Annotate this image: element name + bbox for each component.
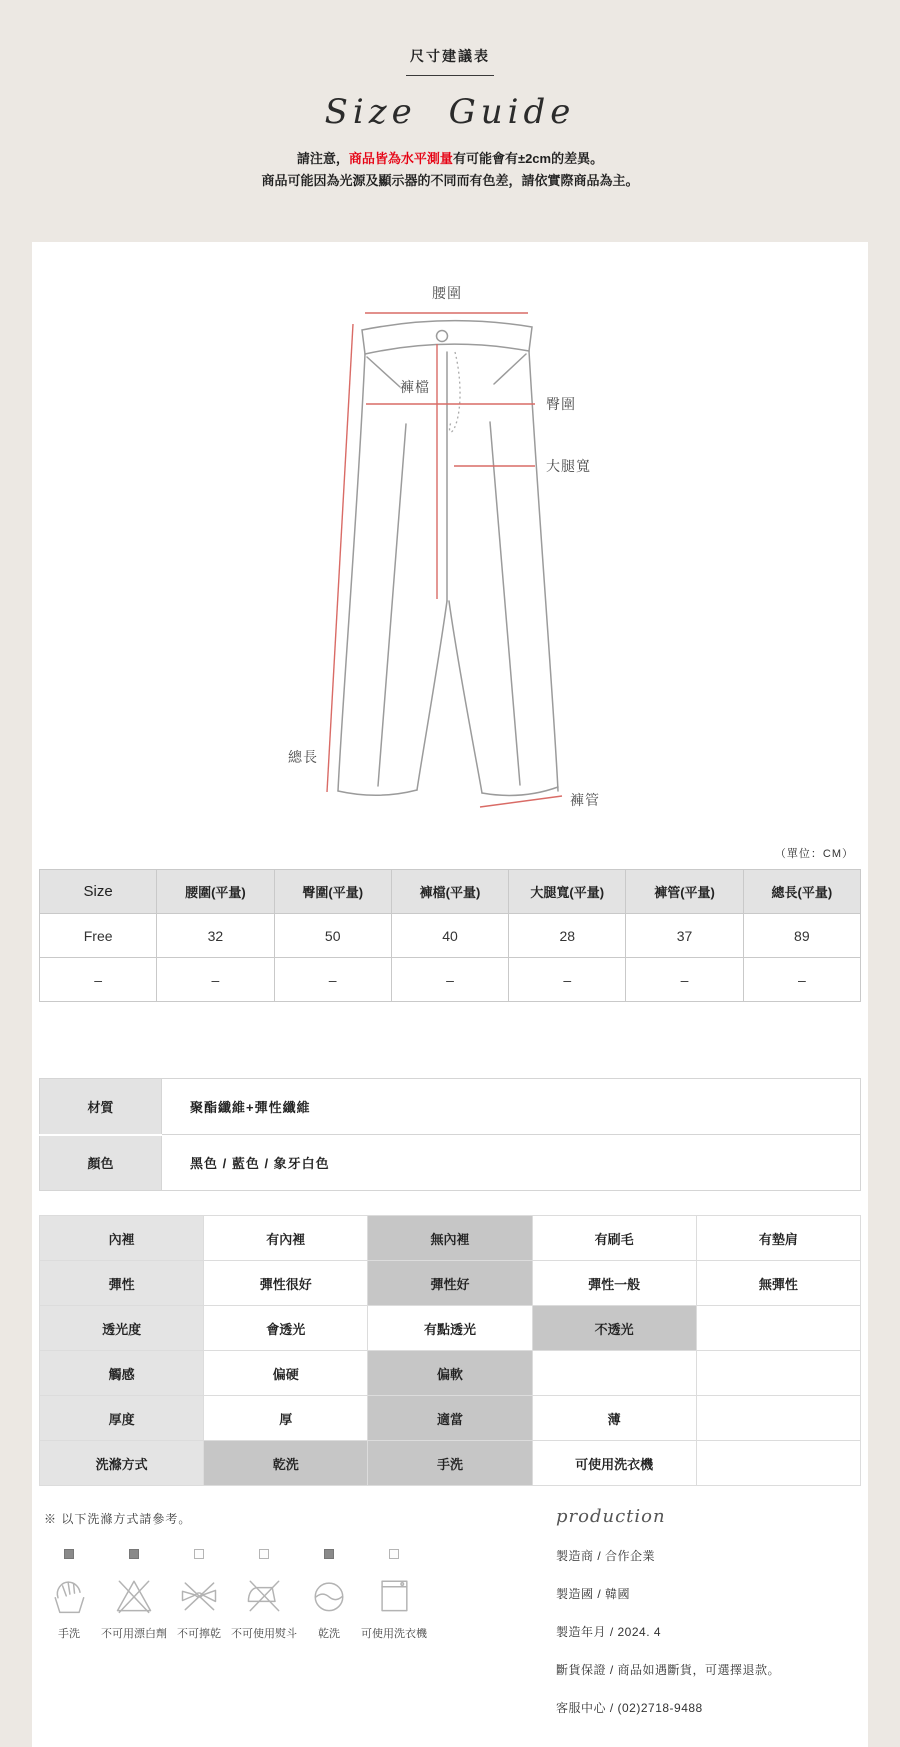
property-grid	[39, 1215, 861, 1486]
size-cell: –	[626, 958, 743, 1002]
size-col-header: Size	[40, 870, 157, 914]
property-option: 彈性好	[368, 1261, 532, 1306]
waist-label: 腰圍	[432, 285, 462, 302]
property-option	[696, 1441, 860, 1486]
property-option: 無內裡	[368, 1216, 532, 1261]
production-country: 製造國 / 韓國	[556, 1587, 631, 1602]
size-cell: 50	[274, 914, 391, 958]
property-option: 適當	[368, 1396, 532, 1441]
property-row-label: 彈性	[40, 1261, 204, 1306]
material-color-table	[39, 1078, 861, 1191]
property-option: 無彈性	[696, 1261, 860, 1306]
thigh-label: 大腿寬	[546, 458, 591, 475]
content-card	[32, 242, 868, 1747]
care-item-no-wring	[172, 1549, 226, 1641]
property-option: 有墊肩	[696, 1216, 860, 1261]
property-row-thickness	[40, 1396, 861, 1441]
property-row-label: 洗滌方式	[40, 1441, 204, 1486]
checkbox	[129, 1549, 139, 1559]
care-label: 可使用洗衣機	[361, 1628, 427, 1641]
size-cell: 28	[509, 914, 626, 958]
size-cell: –	[743, 958, 860, 1002]
care-item-machine-wash	[356, 1549, 432, 1641]
property-option: 厚	[204, 1396, 368, 1441]
property-option: 乾洗	[204, 1441, 368, 1486]
notice-line-2: 商品可能因為光源及顯示器的不同而有色差，請依實際商品為主。	[261, 173, 639, 189]
property-row-elasticity	[40, 1261, 861, 1306]
care-items	[42, 1549, 494, 1641]
property-option: 手洗	[368, 1441, 532, 1486]
waist-col-header: 腰圍(平量)	[157, 870, 274, 914]
care-label: 不可用漂白劑	[101, 1628, 167, 1641]
property-row-lining	[40, 1216, 861, 1261]
hem-label: 褲管	[570, 792, 600, 809]
care-label: 手洗	[58, 1628, 80, 1641]
property-option	[696, 1396, 860, 1441]
size-cell: 37	[626, 914, 743, 958]
size-table-row-empty	[40, 958, 861, 1002]
size-cell: –	[391, 958, 508, 1002]
no-iron-icon	[242, 1573, 286, 1617]
property-option: 有內裡	[204, 1216, 368, 1261]
property-row-label: 觸感	[40, 1351, 204, 1396]
size-cell: 89	[743, 914, 860, 958]
property-option: 不透光	[532, 1306, 696, 1351]
checkbox	[389, 1549, 399, 1559]
property-option: 偏軟	[368, 1351, 532, 1396]
care-item-no-bleach	[96, 1549, 172, 1641]
property-option: 有刷毛	[532, 1216, 696, 1261]
checkbox	[259, 1549, 269, 1559]
size-cell: 40	[391, 914, 508, 958]
property-option	[532, 1351, 696, 1396]
size-table	[39, 869, 861, 1002]
measurement-lines	[327, 313, 562, 807]
unit-note: （單位：CM）	[774, 848, 854, 861]
material-label: 材質	[40, 1079, 162, 1135]
production-heading: production	[556, 1506, 666, 1528]
property-option: 薄	[532, 1396, 696, 1441]
property-row-label: 內裡	[40, 1216, 204, 1261]
property-row-washing	[40, 1441, 861, 1486]
crotch-col-header: 褲檔(平量)	[391, 870, 508, 914]
no-wring-icon	[177, 1573, 221, 1617]
checkbox	[324, 1549, 334, 1559]
care-note: ※ 以下洗滌方式請參考。	[44, 1512, 192, 1527]
color-label: 顏色	[40, 1135, 162, 1191]
fly-stitch-line	[450, 352, 461, 432]
machine-wash-icon	[372, 1573, 416, 1617]
hem-col-header: 褲管(平量)	[626, 870, 743, 914]
hip-col-header: 臀圍(平量)	[274, 870, 391, 914]
care-item-no-iron	[226, 1549, 302, 1641]
hand-wash-icon	[47, 1573, 91, 1617]
property-option: 彈性一般	[532, 1261, 696, 1306]
pants-diagram	[32, 242, 868, 821]
bottom-section	[32, 1504, 868, 1737]
care-label: 不可擰乾	[177, 1628, 221, 1641]
crotch-label: 褲檔	[400, 379, 430, 396]
pants-diagram-svg	[170, 256, 730, 816]
care-item-dry-clean	[302, 1549, 356, 1641]
size-cell: Free	[40, 914, 157, 958]
size-cell: –	[274, 958, 391, 1002]
property-option	[696, 1351, 860, 1396]
care-item-hand-wash	[42, 1549, 96, 1641]
property-option: 可使用洗衣機	[532, 1441, 696, 1486]
care-label: 不可使用熨斗	[231, 1628, 297, 1641]
care-label: 乾洗	[318, 1628, 340, 1641]
size-cell: –	[157, 958, 274, 1002]
size-table-header-row	[40, 870, 861, 914]
color-row	[40, 1135, 861, 1191]
checkbox	[64, 1549, 74, 1559]
thigh-col-header: 大腿寬(平量)	[509, 870, 626, 914]
production-section	[494, 1504, 860, 1737]
size-table-row-free	[40, 914, 861, 958]
production-manufacturer: 製造商 / 合作企業	[556, 1549, 656, 1564]
material-value: 聚酯纖維+彈性纖維	[162, 1079, 861, 1135]
notice-line-1: 請注意，商品皆為水平測量有可能會有±2cm的差異。	[296, 151, 604, 166]
checkbox	[194, 1549, 204, 1559]
production-guarantee: 斷貨保證 / 商品如遇斷貨，可選擇退款。	[556, 1663, 781, 1678]
property-option: 偏硬	[204, 1351, 368, 1396]
size-cell: 32	[157, 914, 274, 958]
property-option	[696, 1306, 860, 1351]
property-row-touch	[40, 1351, 861, 1396]
hip-label: 臀圍	[546, 396, 576, 413]
care-section	[42, 1504, 494, 1737]
production-date: 製造年月 / 2024. 4	[556, 1625, 662, 1640]
property-option: 有點透光	[368, 1306, 532, 1351]
no-bleach-icon	[112, 1573, 156, 1617]
property-row-label: 厚度	[40, 1396, 204, 1441]
production-service-center: 客服中心 / (02)2718-9488	[556, 1701, 703, 1716]
dry-clean-icon	[307, 1573, 351, 1617]
length-col-header: 總長(平量)	[743, 870, 860, 914]
page-title-zh: 尺寸建議表	[406, 46, 494, 76]
property-row-sheerness	[40, 1306, 861, 1351]
property-option: 會透光	[204, 1306, 368, 1351]
notice-highlight: 商品皆為水平測量	[348, 151, 453, 166]
length-label: 總長	[288, 749, 318, 766]
size-cell: –	[509, 958, 626, 1002]
page-header	[0, 0, 900, 192]
notice-text	[0, 148, 900, 192]
color-value: 黑色 / 藍色 / 象牙白色	[162, 1135, 861, 1191]
size-cell: –	[40, 958, 157, 1002]
property-row-label: 透光度	[40, 1306, 204, 1351]
material-row	[40, 1079, 861, 1135]
page-title-en: Size Guide	[324, 92, 576, 132]
property-option: 彈性很好	[204, 1261, 368, 1306]
